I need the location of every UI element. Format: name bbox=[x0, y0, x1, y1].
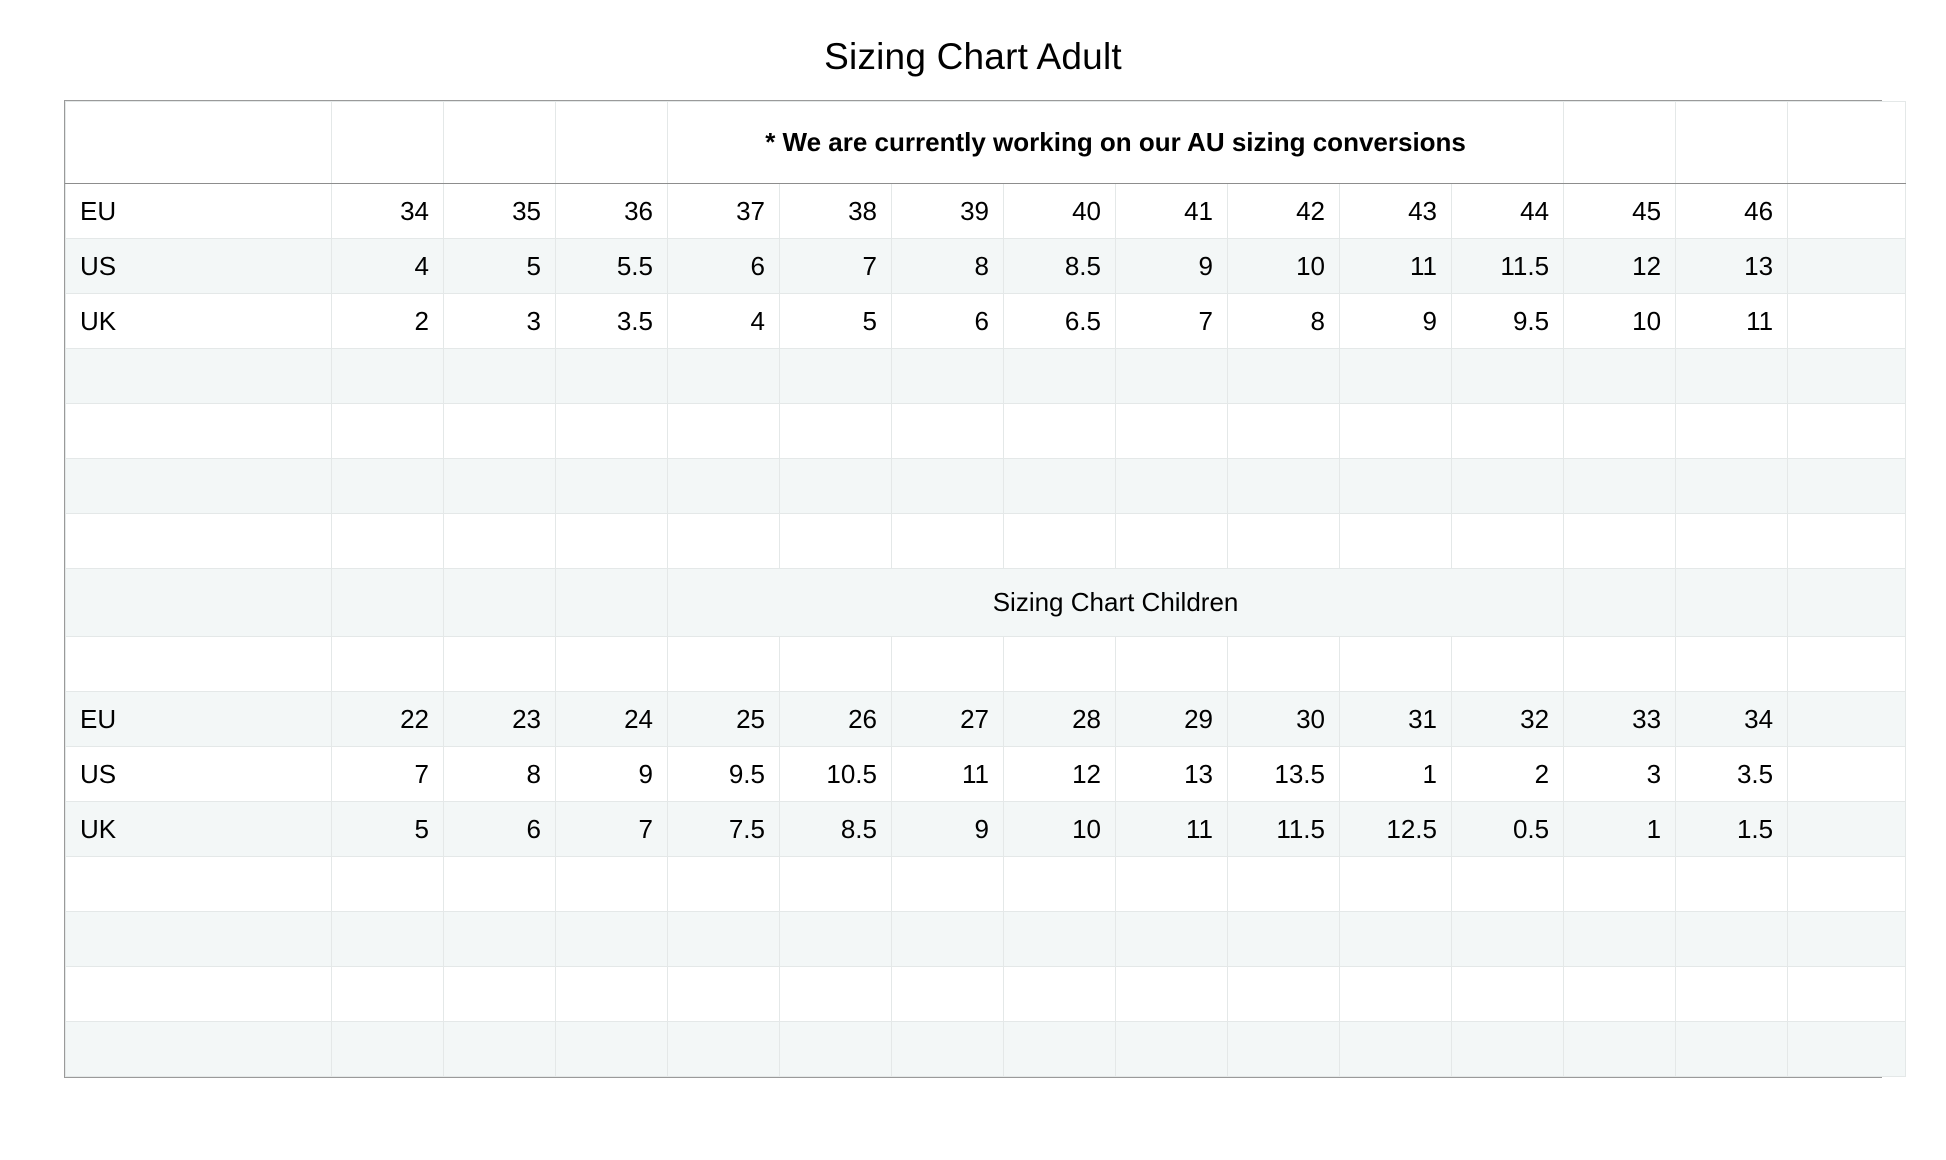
cell-blank bbox=[668, 349, 780, 404]
cell-value: 5.5 bbox=[556, 239, 668, 294]
cell-blank bbox=[1788, 459, 1906, 514]
children-subtitle-row bbox=[66, 569, 1906, 637]
cell-blank bbox=[668, 637, 780, 692]
spacer-row bbox=[66, 349, 1906, 404]
cell-blank bbox=[1116, 459, 1228, 514]
cell-value: 22 bbox=[332, 692, 444, 747]
cell-blank bbox=[1116, 857, 1228, 912]
sizing-table-container bbox=[64, 100, 1882, 1078]
cell-blank bbox=[892, 349, 1004, 404]
table-row bbox=[66, 692, 1906, 747]
cell-value: 6 bbox=[892, 294, 1004, 349]
cell-blank bbox=[1340, 404, 1452, 459]
cell-blank bbox=[444, 1022, 556, 1077]
cell-value: 5 bbox=[780, 294, 892, 349]
cell-blank bbox=[1676, 514, 1788, 569]
cell-blank bbox=[1340, 1022, 1452, 1077]
cell-value: 41 bbox=[1116, 184, 1228, 239]
cell-value: 10 bbox=[1004, 802, 1116, 857]
cell-blank bbox=[1452, 967, 1564, 1022]
cell-blank bbox=[332, 912, 444, 967]
cell-blank bbox=[780, 967, 892, 1022]
table-row bbox=[66, 184, 1906, 239]
cell-blank bbox=[1228, 637, 1340, 692]
cell-value: 11.5 bbox=[1452, 239, 1564, 294]
cell-value: 13 bbox=[1116, 747, 1228, 802]
cell-blank bbox=[892, 912, 1004, 967]
cell-value: 5 bbox=[444, 239, 556, 294]
cell-blank bbox=[1116, 912, 1228, 967]
cell-blank bbox=[668, 404, 780, 459]
cell-blank bbox=[444, 514, 556, 569]
row-label: UK bbox=[66, 802, 332, 857]
cell-value: 4 bbox=[668, 294, 780, 349]
cell-blank bbox=[1564, 857, 1676, 912]
table-row bbox=[66, 802, 1906, 857]
cell-blank bbox=[1564, 967, 1676, 1022]
cell-value: 10.5 bbox=[780, 747, 892, 802]
cell-blank bbox=[668, 857, 780, 912]
spacer-row bbox=[66, 404, 1906, 459]
spacer-row bbox=[66, 514, 1906, 569]
cell-blank bbox=[1788, 1022, 1906, 1077]
cell-blank bbox=[892, 857, 1004, 912]
cell-blank bbox=[1676, 102, 1788, 184]
cell-blank bbox=[332, 102, 444, 184]
cell-value: 43 bbox=[1340, 184, 1452, 239]
cell-value: 10 bbox=[1564, 294, 1676, 349]
cell-blank bbox=[1452, 349, 1564, 404]
cell-value: 6.5 bbox=[1004, 294, 1116, 349]
cell-blank bbox=[332, 637, 444, 692]
children-section-title: Sizing Chart Children bbox=[668, 569, 1564, 637]
cell-value: 23 bbox=[444, 692, 556, 747]
cell-blank bbox=[1340, 857, 1452, 912]
cell-blank bbox=[1004, 349, 1116, 404]
cell-blank bbox=[780, 912, 892, 967]
cell-blank bbox=[892, 1022, 1004, 1077]
cell-value: 36 bbox=[556, 184, 668, 239]
cell-blank bbox=[1788, 637, 1906, 692]
cell-value: 7 bbox=[332, 747, 444, 802]
cell-value: 1 bbox=[1564, 802, 1676, 857]
cell-blank bbox=[1228, 912, 1340, 967]
cell-blank bbox=[556, 404, 668, 459]
cell-blank bbox=[444, 459, 556, 514]
cell-blank bbox=[780, 459, 892, 514]
cell-value: 8.5 bbox=[780, 802, 892, 857]
cell-blank bbox=[66, 404, 332, 459]
cell-value: 1.5 bbox=[1676, 802, 1788, 857]
cell-value: 12.5 bbox=[1340, 802, 1452, 857]
cell-blank bbox=[556, 637, 668, 692]
cell-blank bbox=[444, 912, 556, 967]
cell-blank bbox=[892, 404, 1004, 459]
cell-blank bbox=[556, 349, 668, 404]
cell-value: 7 bbox=[1116, 294, 1228, 349]
cell-blank bbox=[1676, 569, 1788, 637]
cell-value: 13.5 bbox=[1228, 747, 1340, 802]
cell-blank bbox=[66, 912, 332, 967]
cell-blank bbox=[332, 857, 444, 912]
cell-value: 34 bbox=[1676, 692, 1788, 747]
cell-blank bbox=[66, 857, 332, 912]
cell-value: 12 bbox=[1564, 239, 1676, 294]
cell-blank bbox=[1676, 857, 1788, 912]
cell-blank bbox=[1116, 967, 1228, 1022]
cell-blank bbox=[332, 349, 444, 404]
cell-value: 11.5 bbox=[1228, 802, 1340, 857]
cell-blank bbox=[780, 1022, 892, 1077]
cell-blank bbox=[1788, 857, 1906, 912]
cell-blank bbox=[444, 404, 556, 459]
cell-blank bbox=[1228, 349, 1340, 404]
cell-blank bbox=[1788, 184, 1906, 239]
cell-blank bbox=[1788, 102, 1906, 184]
cell-value: 34 bbox=[332, 184, 444, 239]
cell-blank bbox=[1788, 404, 1906, 459]
cell-value: 4 bbox=[332, 239, 444, 294]
cell-blank bbox=[1004, 857, 1116, 912]
cell-blank bbox=[1788, 967, 1906, 1022]
cell-blank bbox=[1452, 514, 1564, 569]
cell-blank bbox=[332, 1022, 444, 1077]
cell-blank bbox=[1340, 349, 1452, 404]
cell-blank bbox=[1452, 912, 1564, 967]
cell-value: 29 bbox=[1116, 692, 1228, 747]
cell-value: 35 bbox=[444, 184, 556, 239]
cell-blank bbox=[1564, 1022, 1676, 1077]
cell-value: 38 bbox=[780, 184, 892, 239]
note-row bbox=[66, 102, 1906, 184]
cell-blank bbox=[668, 1022, 780, 1077]
cell-blank bbox=[1452, 637, 1564, 692]
cell-value: 3 bbox=[444, 294, 556, 349]
cell-blank bbox=[66, 637, 332, 692]
cell-value: 8.5 bbox=[1004, 239, 1116, 294]
cell-blank bbox=[332, 404, 444, 459]
cell-blank bbox=[1452, 857, 1564, 912]
au-sizing-note: * We are currently working on our AU sizing conversions bbox=[668, 102, 1564, 184]
cell-blank bbox=[668, 912, 780, 967]
cell-blank bbox=[332, 514, 444, 569]
cell-blank bbox=[1564, 404, 1676, 459]
cell-value: 9 bbox=[1116, 239, 1228, 294]
spacer-row bbox=[66, 857, 1906, 912]
cell-blank bbox=[1228, 459, 1340, 514]
cell-blank bbox=[780, 404, 892, 459]
sizing-table bbox=[65, 101, 1906, 1077]
cell-blank bbox=[1788, 239, 1906, 294]
cell-blank bbox=[1116, 637, 1228, 692]
cell-blank bbox=[66, 569, 332, 637]
cell-value: 7.5 bbox=[668, 802, 780, 857]
cell-blank bbox=[1004, 912, 1116, 967]
cell-value: 45 bbox=[1564, 184, 1676, 239]
cell-value: 9 bbox=[892, 802, 1004, 857]
spacer-row bbox=[66, 637, 1906, 692]
cell-blank bbox=[66, 459, 332, 514]
cell-value: 2 bbox=[332, 294, 444, 349]
cell-blank bbox=[1116, 404, 1228, 459]
cell-blank bbox=[1788, 802, 1906, 857]
cell-blank bbox=[1004, 637, 1116, 692]
cell-blank bbox=[1564, 102, 1676, 184]
cell-value: 3.5 bbox=[556, 294, 668, 349]
cell-value: 11 bbox=[1340, 239, 1452, 294]
spacer-row bbox=[66, 459, 1906, 514]
cell-blank bbox=[556, 459, 668, 514]
cell-blank bbox=[1004, 967, 1116, 1022]
cell-value: 8 bbox=[1228, 294, 1340, 349]
cell-value: 28 bbox=[1004, 692, 1116, 747]
cell-blank bbox=[1788, 349, 1906, 404]
cell-value: 3.5 bbox=[1676, 747, 1788, 802]
cell-blank bbox=[1228, 1022, 1340, 1077]
cell-value: 42 bbox=[1228, 184, 1340, 239]
cell-blank bbox=[66, 349, 332, 404]
cell-blank bbox=[1676, 349, 1788, 404]
cell-value: 8 bbox=[892, 239, 1004, 294]
cell-blank bbox=[892, 459, 1004, 514]
table-row bbox=[66, 239, 1906, 294]
cell-blank bbox=[444, 569, 556, 637]
cell-value: 1 bbox=[1340, 747, 1452, 802]
cell-value: 44 bbox=[1452, 184, 1564, 239]
cell-blank bbox=[1116, 1022, 1228, 1077]
table-row bbox=[66, 747, 1906, 802]
cell-blank bbox=[1564, 912, 1676, 967]
cell-value: 11 bbox=[1116, 802, 1228, 857]
cell-value: 2 bbox=[1452, 747, 1564, 802]
cell-blank bbox=[1004, 514, 1116, 569]
cell-blank bbox=[1452, 1022, 1564, 1077]
cell-value: 9.5 bbox=[1452, 294, 1564, 349]
cell-blank bbox=[1564, 514, 1676, 569]
cell-blank bbox=[332, 967, 444, 1022]
cell-blank bbox=[1564, 637, 1676, 692]
cell-blank bbox=[780, 637, 892, 692]
cell-blank bbox=[444, 349, 556, 404]
table-row bbox=[66, 294, 1906, 349]
cell-blank bbox=[1340, 912, 1452, 967]
cell-blank bbox=[1788, 747, 1906, 802]
cell-blank bbox=[66, 967, 332, 1022]
cell-blank bbox=[1340, 514, 1452, 569]
cell-blank bbox=[668, 459, 780, 514]
cell-value: 9 bbox=[1340, 294, 1452, 349]
cell-blank bbox=[444, 102, 556, 184]
cell-value: 9 bbox=[556, 747, 668, 802]
cell-blank bbox=[1676, 404, 1788, 459]
row-label: US bbox=[66, 747, 332, 802]
cell-blank bbox=[556, 857, 668, 912]
cell-value: 30 bbox=[1228, 692, 1340, 747]
cell-value: 7 bbox=[556, 802, 668, 857]
cell-blank bbox=[1676, 459, 1788, 514]
cell-blank bbox=[1564, 459, 1676, 514]
cell-value: 13 bbox=[1676, 239, 1788, 294]
cell-blank bbox=[1340, 459, 1452, 514]
row-label: EU bbox=[66, 184, 332, 239]
cell-value: 32 bbox=[1452, 692, 1564, 747]
cell-blank bbox=[1116, 349, 1228, 404]
row-label: EU bbox=[66, 692, 332, 747]
cell-value: 46 bbox=[1676, 184, 1788, 239]
page-title: Sizing Chart Adult bbox=[824, 36, 1122, 77]
cell-value: 7 bbox=[780, 239, 892, 294]
cell-blank bbox=[780, 514, 892, 569]
cell-blank bbox=[444, 637, 556, 692]
row-label: UK bbox=[66, 294, 332, 349]
cell-value: 33 bbox=[1564, 692, 1676, 747]
cell-blank bbox=[1564, 349, 1676, 404]
cell-blank bbox=[1004, 459, 1116, 514]
spacer-row bbox=[66, 1022, 1906, 1077]
cell-blank bbox=[668, 514, 780, 569]
cell-blank bbox=[1564, 569, 1676, 637]
cell-blank bbox=[1228, 514, 1340, 569]
cell-blank bbox=[1228, 404, 1340, 459]
cell-blank bbox=[1228, 857, 1340, 912]
cell-blank bbox=[1452, 404, 1564, 459]
cell-blank bbox=[556, 1022, 668, 1077]
cell-blank bbox=[556, 912, 668, 967]
cell-blank bbox=[780, 857, 892, 912]
cell-value: 10 bbox=[1228, 239, 1340, 294]
cell-blank bbox=[1228, 967, 1340, 1022]
cell-value: 11 bbox=[1676, 294, 1788, 349]
cell-blank bbox=[1676, 1022, 1788, 1077]
cell-value: 25 bbox=[668, 692, 780, 747]
cell-blank bbox=[1788, 912, 1906, 967]
cell-blank bbox=[892, 637, 1004, 692]
cell-blank bbox=[1788, 569, 1906, 637]
cell-blank bbox=[556, 967, 668, 1022]
cell-value: 0.5 bbox=[1452, 802, 1564, 857]
cell-value: 11 bbox=[892, 747, 1004, 802]
spacer-row bbox=[66, 912, 1906, 967]
cell-blank bbox=[1788, 514, 1906, 569]
cell-value: 6 bbox=[668, 239, 780, 294]
cell-blank bbox=[66, 1022, 332, 1077]
cell-blank bbox=[1340, 637, 1452, 692]
cell-value: 40 bbox=[1004, 184, 1116, 239]
cell-blank bbox=[1116, 514, 1228, 569]
cell-blank bbox=[332, 459, 444, 514]
cell-value: 9.5 bbox=[668, 747, 780, 802]
row-label: US bbox=[66, 239, 332, 294]
cell-blank bbox=[332, 569, 444, 637]
cell-value: 27 bbox=[892, 692, 1004, 747]
cell-blank bbox=[1676, 637, 1788, 692]
cell-value: 31 bbox=[1340, 692, 1452, 747]
cell-value: 26 bbox=[780, 692, 892, 747]
cell-value: 5 bbox=[332, 802, 444, 857]
cell-value: 24 bbox=[556, 692, 668, 747]
cell-blank bbox=[444, 967, 556, 1022]
cell-value: 39 bbox=[892, 184, 1004, 239]
cell-blank bbox=[1788, 692, 1906, 747]
spacer-row bbox=[66, 967, 1906, 1022]
cell-blank bbox=[66, 102, 332, 184]
cell-value: 12 bbox=[1004, 747, 1116, 802]
cell-value: 3 bbox=[1564, 747, 1676, 802]
cell-blank bbox=[556, 102, 668, 184]
cell-blank bbox=[66, 514, 332, 569]
cell-value: 6 bbox=[444, 802, 556, 857]
cell-blank bbox=[1676, 912, 1788, 967]
cell-blank bbox=[1004, 1022, 1116, 1077]
cell-blank bbox=[892, 514, 1004, 569]
cell-blank bbox=[1004, 404, 1116, 459]
cell-value: 8 bbox=[444, 747, 556, 802]
cell-blank bbox=[444, 857, 556, 912]
cell-blank bbox=[668, 967, 780, 1022]
cell-blank bbox=[780, 349, 892, 404]
cell-blank bbox=[1676, 967, 1788, 1022]
cell-blank bbox=[556, 569, 668, 637]
cell-blank bbox=[1452, 459, 1564, 514]
cell-blank bbox=[892, 967, 1004, 1022]
cell-blank bbox=[556, 514, 668, 569]
cell-blank bbox=[1340, 967, 1452, 1022]
cell-blank bbox=[1788, 294, 1906, 349]
cell-value: 37 bbox=[668, 184, 780, 239]
